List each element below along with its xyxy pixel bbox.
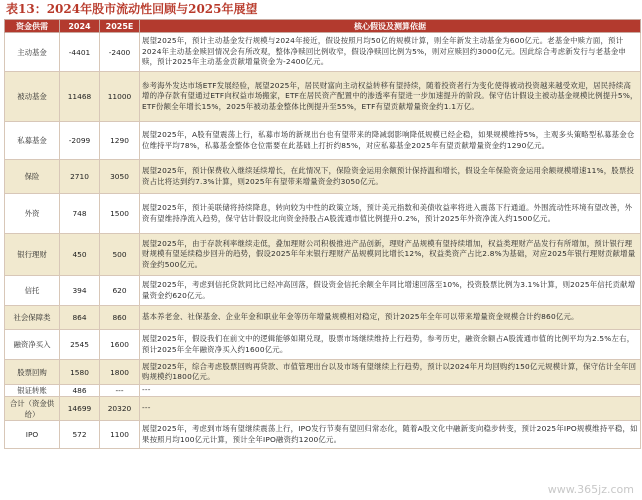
row-2025e: 11000: [100, 72, 140, 122]
row-2025e: 860: [100, 306, 140, 330]
row-desc: 展望2025年，由于存款利率继续走低，叠加理财公司积极推进产品创新，理财产品规模有望持续增加，权益类理财产品发行有所增加，预计银行理财规模有望延续稳步回升的趋势，假设2025年年末银行理财产品规模同比增长12%，权益类资产占比2.8%为基础，对应2025年银行理财贡献增量资金约500亿元。: [140, 234, 641, 276]
row-2025e: 1600: [100, 330, 140, 360]
row-2025e: 500: [100, 234, 140, 276]
row-name: 信托: [5, 276, 60, 306]
row-2025e: 1100: [100, 421, 140, 449]
row-2025e: 1500: [100, 194, 140, 234]
header-2024: 2024: [60, 20, 100, 33]
row-2024: 2545: [60, 330, 100, 360]
row-2024: 394: [60, 276, 100, 306]
row-desc: 展望2025年，预计主动基金发行规模与2024年接近，假设按照月均50亿的规模计算，则全年新发主动基金为600亿元。老基金中赎方面，预计2024年主动基金赎回情况会有所改观，整体净赎回比例收窄，假设净赎回比例为5%，则对应赎回约3000亿元。因此综合考虑新发行与老基金申赎，预计2025年主动基金贡献增量资金为-2400亿元。: [140, 33, 641, 72]
header-2025e: 2025E: [100, 20, 140, 33]
row-2024: -2099: [60, 122, 100, 160]
row-2024: 864: [60, 306, 100, 330]
row-2024: 572: [60, 421, 100, 449]
row-name: 银行理财: [5, 234, 60, 276]
row-name: 外资: [5, 194, 60, 234]
table-row: [5, 421, 641, 449]
row-2025e: 1800: [100, 360, 140, 385]
row-name: 被动基金: [5, 72, 60, 122]
table-row: [5, 72, 641, 122]
row-name: 银证转账: [5, 385, 60, 397]
row-2024: 11468: [60, 72, 100, 122]
row-name: 股票回购: [5, 360, 60, 385]
watermark: www.365jz.com: [547, 483, 634, 496]
row-2025e: -2400: [100, 33, 140, 72]
row-desc: 展望2025年，预计保费收入继续延续增长，在此情况下，保险资金运用余额预计保持温和增长，假设全年保险资金运用余额规模增速11%，股票投资占比将达到约7.3%计算，则2025年有望带来增量资金约3050亿元。: [140, 160, 641, 194]
table-row: [5, 234, 641, 276]
row-desc: 展望2025年，假设我们在前文中的逻辑能够如期兑现，股票市场继续维持上行趋势，参考历史，融资余额占A股流通市值的比例平均为2.5%左右，预计2025年全年融资净买入约1600亿元。: [140, 330, 641, 360]
row-desc: 展望2025年，考虑到市场有望继续震荡上行，IPO发行节奏有望回归常态化，随着A股文化中融新变向稳步转变，预计2025年IPO规模维持平稳，如果按照月均100亿元计算，预计全年IPO融资约1200亿元。: [140, 421, 641, 449]
table-row: [5, 33, 641, 72]
row-2024: 2710: [60, 160, 100, 194]
table-row: [5, 385, 641, 397]
row-desc: 展望2025年，预计美联储将持续降息，转向较为中性的政策立场，预计美元指数和美债收益率将进入震荡下行通道。外围流动性环境有望改善，外资有望维持净流入趋势，保守估计假设北向资金持股占A股流通市值比例提升0.2%，预计2025年外资净流入约1500亿元。: [140, 194, 641, 234]
table-row: [5, 276, 641, 306]
row-2025e: 620: [100, 276, 140, 306]
row-2024: 450: [60, 234, 100, 276]
row-desc: ---: [140, 385, 641, 397]
header-row: [5, 20, 641, 33]
row-name: IPO: [5, 421, 60, 449]
table-row: [5, 122, 641, 160]
row-name: 社会保障类: [5, 306, 60, 330]
row-2025e: ---: [100, 385, 140, 397]
row-desc: 展望2025年，考虑到信托贷款同比已经冲高回落，假设资金信托余额全年同比增速回落至10%，投资股票比例为3.1%计算，则2025年信托贡献增量资金约620亿元。: [140, 276, 641, 306]
table-row: [5, 160, 641, 194]
row-2024: 14699: [60, 397, 100, 421]
table-row: [5, 397, 641, 421]
row-2024: 748: [60, 194, 100, 234]
table-row: [5, 330, 641, 360]
header-supply-demand: 资金供需: [5, 20, 60, 33]
row-desc: 展望2025年，A股有望震荡上行，私募市场的新规出台也有望带来的降减弱影响降低规模已经企稳，如果规模维持5%，主观多头策略型私募基金仓位维持平均78%，私募基金整体仓位需要在此基础上打折约85%，对应私募基金2025年有望贡献增量资金约1290亿元。: [140, 122, 641, 160]
row-2024: 486: [60, 385, 100, 397]
header-assumptions: 核心假设及测算依据: [140, 20, 641, 33]
table-row: [5, 360, 641, 385]
row-desc: 展望2025年，综合考虑股票回购再贷款、市值管理出台以及市场有望继续上行趋势，预计以2024年月均回购约150亿元规模计算，保守估计全年回购规模约1800亿元。: [140, 360, 641, 385]
row-desc: 参考海外发达市场ETF发展经验，展望2025年，居民财富向主动权益转移有望持续，随着投资者行为变化使得被动投资越来越受欢迎，居民持续高增的净存款有望通过ETF向权益市场搬家，ETF在居民资产配置中的渗透率有望进一步加速提升的阶段。保守估计假设主被动基金规模比例提升5%，ETF份额全年增长15%，2025年被动基金整体比例提升至55%，ETF有望贡献增量资金约1.1万亿。: [140, 72, 641, 122]
row-2025e: 3050: [100, 160, 140, 194]
row-2024: -4401: [60, 33, 100, 72]
row-desc: 基本养老金、社保基金、企业年金和职业年金等历年增量规模相对稳定，预计2025年全年可以带来增量资金规模合计约860亿元。: [140, 306, 641, 330]
row-name: 合计（资金供给）: [5, 397, 60, 421]
row-2024: 1580: [60, 360, 100, 385]
row-name: 私募基金: [5, 122, 60, 160]
row-2025e: 1290: [100, 122, 140, 160]
row-name: 融资净买入: [5, 330, 60, 360]
table-row: [5, 194, 641, 234]
table-row: [5, 306, 641, 330]
row-name: 主动基金: [5, 33, 60, 72]
table-title: 表13：2024年股市流动性回顾与2025年展望: [6, 2, 258, 16]
row-desc: ---: [140, 397, 641, 421]
liquidity-table: [4, 19, 641, 449]
row-2025e: 20320: [100, 397, 140, 421]
row-name: 保险: [5, 160, 60, 194]
